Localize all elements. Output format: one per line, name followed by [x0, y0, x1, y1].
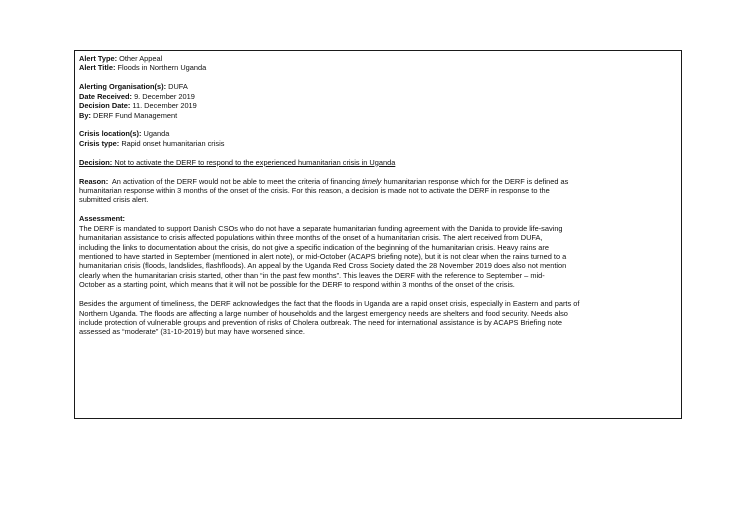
assessment-p1-line: October as a starting point, which means that it will not be possible for the DERF to respond within 3 months of the onset of the crisis.	[79, 280, 515, 290]
reason-paragraph	[79, 177, 677, 205]
reason-line-3: submitted crisis alert.	[79, 195, 149, 205]
assessment-p1-line: humanitarian assistance to crisis affected populations within three months of the onset of a humanitarian crisis. The alert received from DUFA,	[79, 233, 543, 243]
decision-date-value: 11. December 2019	[132, 101, 197, 111]
crisis-location-row	[79, 129, 677, 138]
reason-emphasis: timely	[362, 176, 382, 186]
alert-type-value: Other Appeal	[119, 54, 163, 63]
alerting-org-row	[79, 82, 677, 91]
decision-label: Decision:	[79, 157, 113, 167]
decision-row	[79, 158, 395, 167]
assessment-p1-line: humanitarian crisis (floods, landslides, flashfloods). An appeal by the Uganda Red Cross Society dated the 28 November 2019 does also not mention	[79, 261, 567, 271]
alerting-org-label: Alerting Organisation(s):	[79, 82, 167, 92]
reason-line-1b: humanitarian response which for the DERF is defined as	[383, 176, 569, 186]
decision-value: Not to activate the DERF to respond to the experienced humanitarian crisis in Uganda	[114, 157, 396, 167]
spacer	[79, 148, 677, 158]
crisis-type-row	[79, 139, 677, 148]
assessment-paragraph-2	[79, 299, 677, 337]
assessment-p2-line: Besides the argument of timeliness, the DERF acknowledges the fact that the floods in Uganda are a rapid onset crisis, especially in Eastern and parts of	[79, 299, 580, 309]
by-label: By:	[79, 110, 91, 120]
assessment-label: Assessment:	[79, 214, 126, 224]
crisis-type-label: Crisis type:	[79, 138, 120, 148]
assessment-p2-line: assessed as “moderate” (31-10-2019) but may have worsened since.	[79, 327, 305, 337]
crisis-location-label: Crisis location(s):	[79, 129, 142, 139]
alert-title-row	[79, 63, 677, 72]
assessment-p2-line: Northern Uganda. The floods are affecting a large number of households and the largest emergency needs are shelters and food security. Needs also	[79, 308, 568, 318]
alert-title-value: Floods in Northern Uganda	[117, 63, 207, 73]
reason-line-2: humanitarian response within 3 months of the onset of the crisis. For this reason, a decision is made not to activate the DERF in response to the	[79, 186, 550, 196]
date-received-row	[79, 92, 677, 101]
spacer	[79, 120, 677, 130]
assessment-p1-line: including the links to documentation about the crisis, do not give a specific indication of the beginning of the humanitarian crisis. Heavy rains are	[79, 242, 549, 252]
decision-date-label: Decision Date:	[79, 101, 131, 111]
by-row	[79, 111, 677, 120]
reason-line-1a: An activation of the DERF would not be able to meet the criteria of financing	[111, 176, 361, 186]
assessment-p2-line: include protection of vulnerable groups and prevention of risks of Cholera outbreak. The need for international assistance is by ACAPS Briefing note	[79, 317, 563, 327]
by-value: DERF Fund Management	[92, 110, 178, 120]
assessment-p1-line: mentioned to have started in September (mentioned in alert note), or mid-October (ACAPS briefing note), but it is not clear when the rains turned to a	[79, 252, 567, 261]
crisis-type-value: Rapid onset humanitarian crisis	[121, 138, 225, 148]
spacer	[79, 73, 677, 83]
spacer	[79, 167, 677, 177]
spacer	[79, 290, 677, 300]
alert-type-label: Alert Type:	[79, 54, 118, 63]
date-received-value: 9. December 2019	[134, 91, 195, 101]
alert-document	[74, 50, 682, 419]
alerting-org-value: DUFA	[168, 82, 188, 92]
assessment-paragraph-1	[79, 224, 677, 290]
crisis-location-value: Uganda	[143, 129, 170, 139]
assessment-p1-line: clearly when the humanitarian crisis started, other than “in the past few months”. This leaves the DERF with the reference to September – mid-	[79, 270, 545, 280]
spacer	[79, 205, 677, 215]
date-received-label: Date Received:	[79, 91, 132, 101]
decision-date-row	[79, 101, 677, 110]
alert-type-row	[79, 54, 677, 63]
alert-title-label: Alert Title:	[79, 63, 116, 73]
reason-label: Reason:	[79, 176, 109, 186]
assessment-p1-line: The DERF is mandated to support Danish CSOs who do not have a separate humanitarian funding agreement with the Danida to provide life-saving	[79, 223, 563, 233]
